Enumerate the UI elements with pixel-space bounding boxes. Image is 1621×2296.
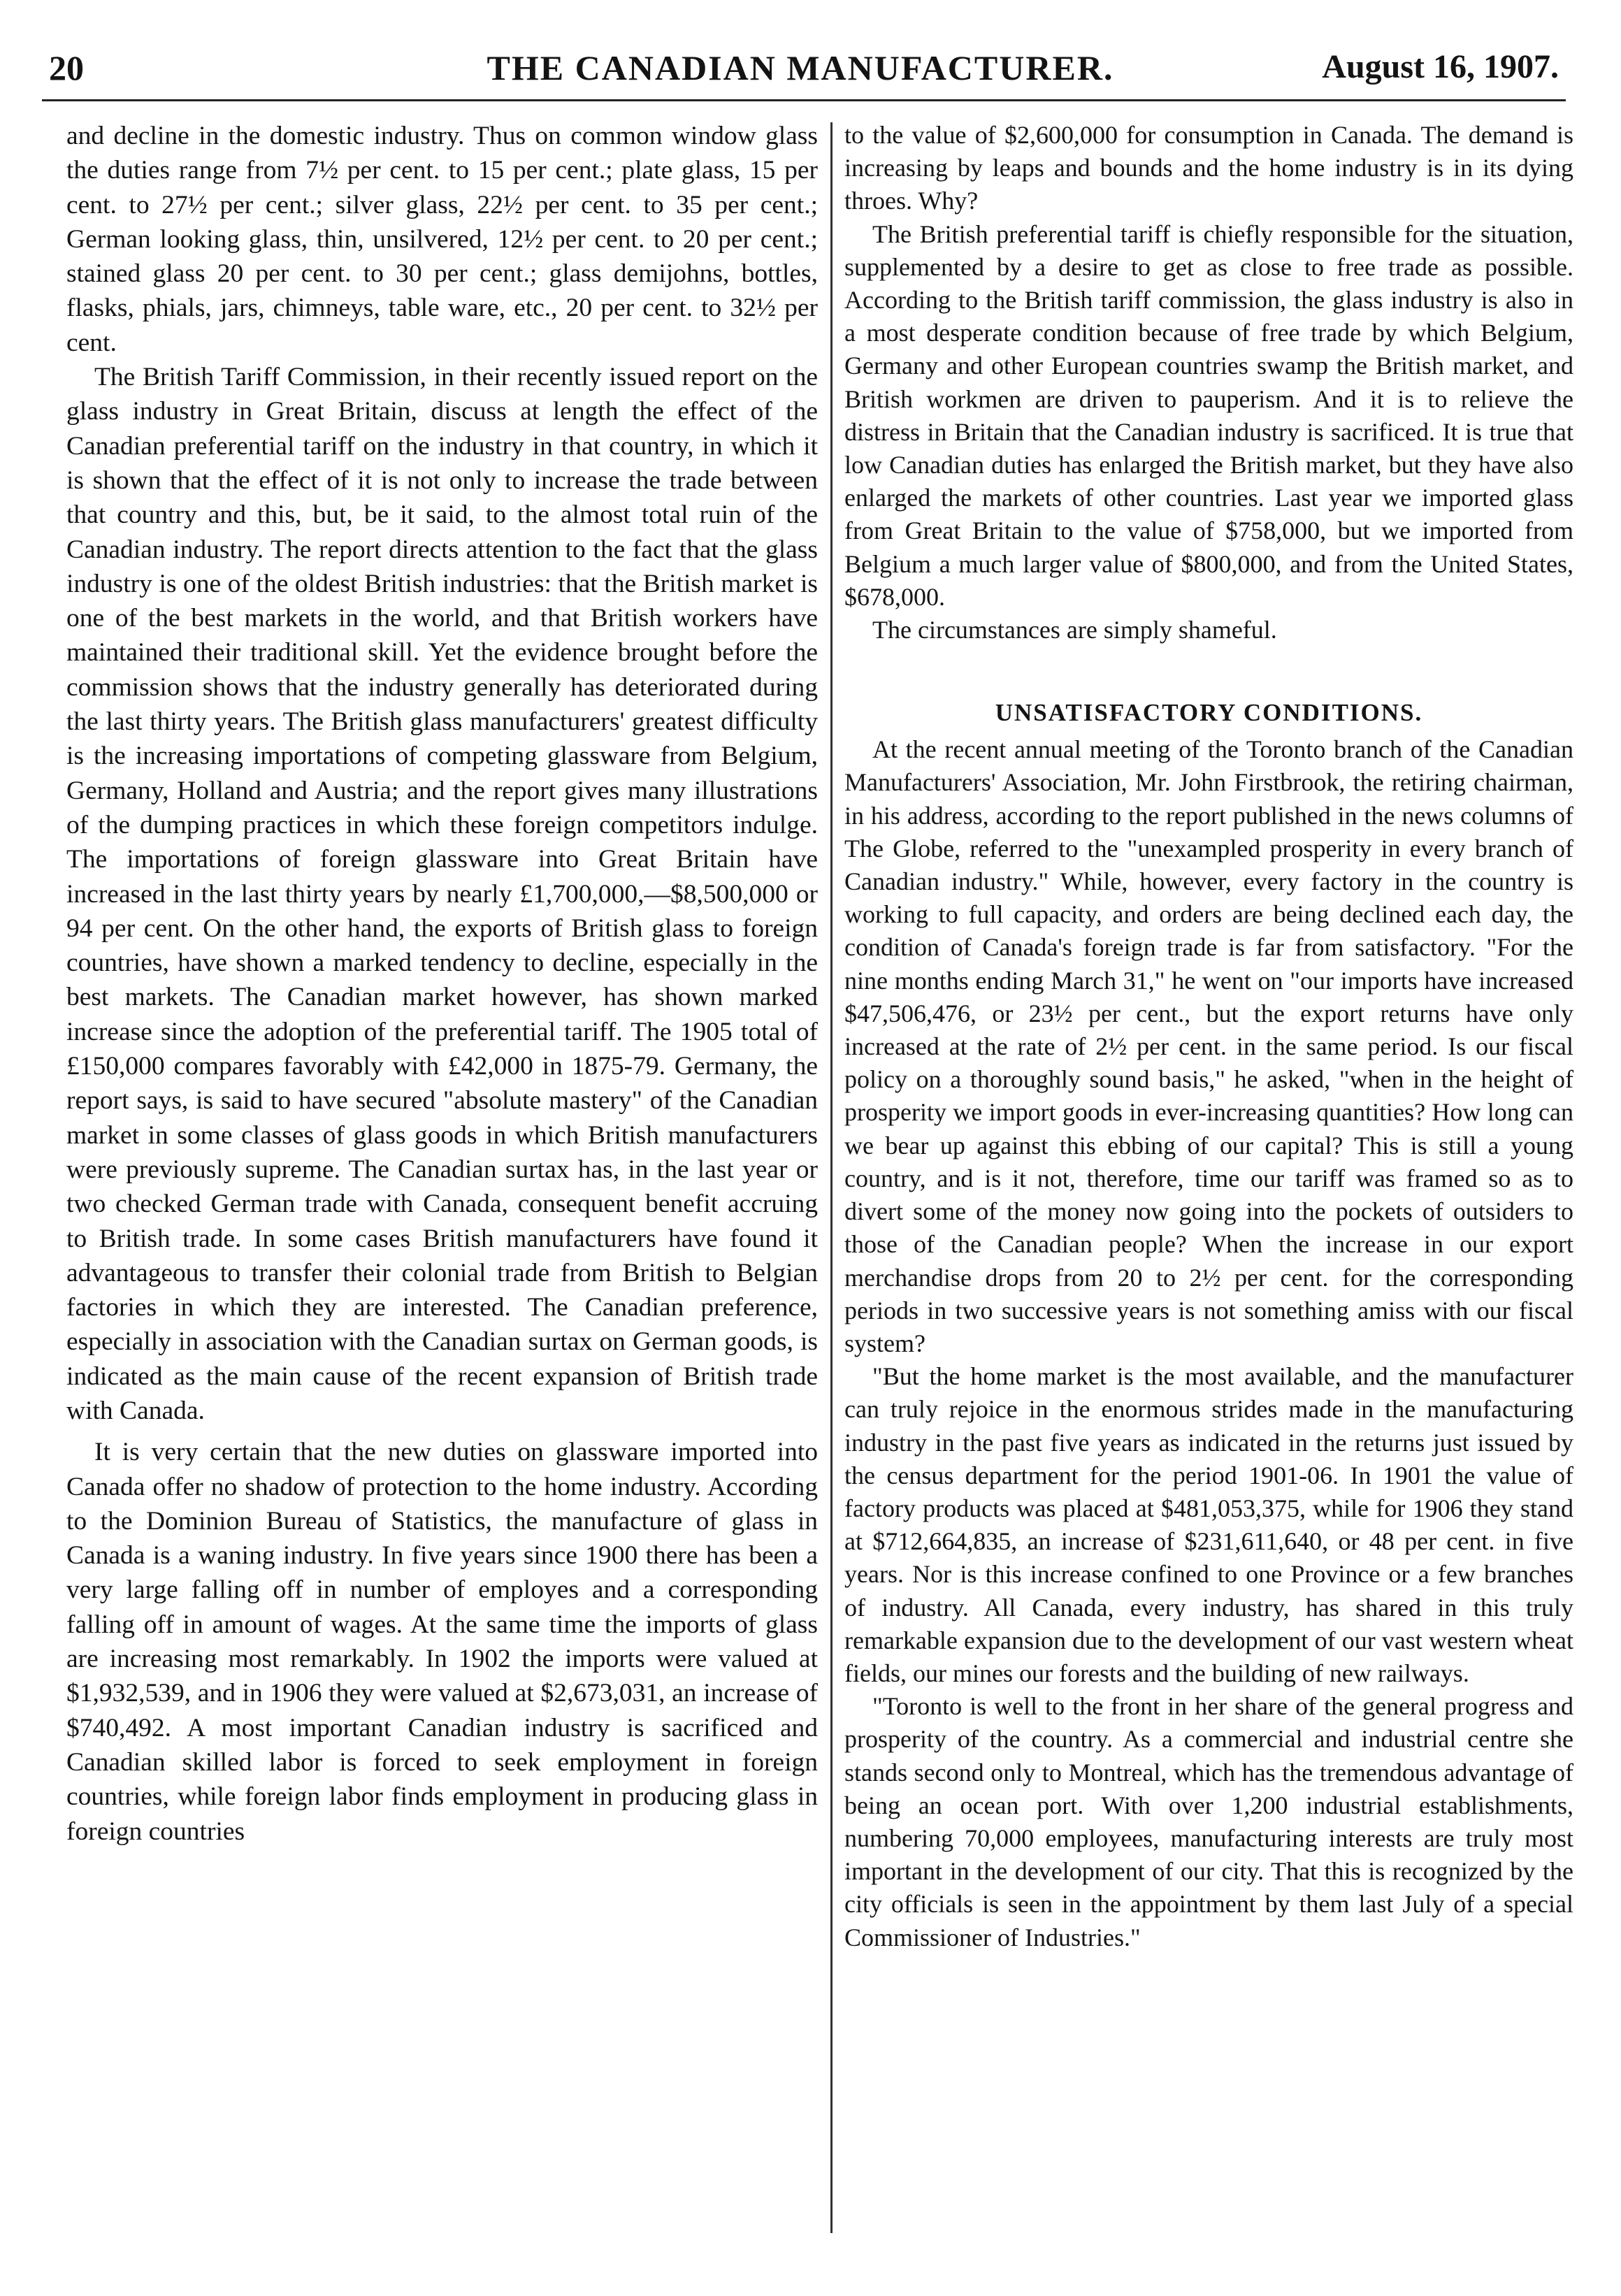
paragraph: The British Tariff Commission, in their recently issued report on the glass industry in Great Britain, discuss at length the effect of the Canadian preferential tariff on the industry in that country, in which it is shown that the effect of it is not only to increase the trade between that country and this, but, be it said, to the almost total ruin of the Canadian industry. The report directs attention to the fact that the glass industry is one of the oldest British industries: that the British market is one of the best markets in the world, and that British workers have maintained their traditional skill. Yet the evidence brought before the commission shows that the industry generally has deteriorated during the last thirty years. The British glass manufacturers' greatest difficulty is the increasing importations of competing glassware from Belgium, Germany, Holland and Austria; and the report gives many illustrations of the dumping practices in which these foreign competitors indulge. The importations of foreign glassware into Great Britain have increased in the last thirty years by nearly £1,700,000,—$8,500,000 or 94 per cent. On the other hand, the exports of British glass to foreign countries, have shown a marked tendency to decline, especially in the best markets. The Canadian market however, has shown marked increase since the adoption of the preferential tariff. The 1905 total of £150,000 compares favorably with £42,000 in 1875-79. Germany, the report says, is said to have secured "absolute mastery" of the Canadian market in some classes of glass goods in which British manufacturers were previously supreme. The Canadian surtax has, in the last year or two checked German trade with Canada, consequent benefit accruing to British trade. In some cases British manufacturers have found it advantageous to transfer their colonial trade from British to Belgian factories in which they are interested. The Canadian preference, especially in association with the Canadian surtax on German goods, is indicated as the main cause of the recent expansion of British trade with Canada.	[66, 363, 818, 1425]
page-header	[42, 43, 1559, 92]
column-divider	[830, 122, 833, 2233]
paragraph: "Toronto is well to the front in her share of the general progress and prosperity of the country. As a commercial and industrial centre she stands second only to Montreal, which has the tremendous advantage of being an ocean port. With over 1,200 industrial establishments, numbering 70,000 employees, manufacturing interests are truly most important in the development of our city. That this is recognized by the city officials is seen in the appointment by them last July of a special Commissioner of Industries."	[844, 1692, 1573, 1951]
paragraph: The circumstances are simply shameful.	[872, 616, 1277, 644]
paragraph: and decline in the domestic industry. Thus on common window glass the duties range from 7½ per cent. to 15 per cent.; plate glass, 15 per cent. to 27½ per cent.; silver glass, 22½ per cent. to 35 per cent.; German looking glass, thin, unsilvered, 12½ per cent. to 20 per cent.; stained glass 20 per cent. to 30 per cent.; glass demijohns, bottles, flasks, phials, jars, chimneys, table ware, etc., 20 per cent. to 32½ per cent.	[66, 122, 818, 357]
page-number: 20	[49, 48, 84, 87]
issue-date: August 16, 1907.	[1322, 48, 1559, 85]
paragraph: It is very certain that the new duties on glassware imported into Canada offer no shadow of protection to the home industry. According to the Dominion Bureau of Statistics, the manufacture of glass in Canada is a waning industry. In five years since 1900 there has been a very large falling off in number of employes and a corresponding falling off in amount of wages. At the same time the imports of glass are increasing most remarkably. In 1902 the imports were valued at $1,932,539, and in 1906 they were valued at $2,673,031, an increase of $740,492. A most important Canadian industry is sacrificed and Canadian skilled labor is forced to seek employment in foreign countries, while foreign labor finds employment in producing glass in foreign countries	[66, 1438, 818, 1846]
header-rule	[42, 99, 1566, 101]
paragraph: The British preferential tariff is chiefly responsible for the situation, supplemented by a desire to get as close to free trade as possible. According to the British tariff commission, the glass industry is also in a most desperate condition because of free trade by which Belgium, Germany and other European countries swamp the British market, and British workmen are driven to pauperism. And it is to relieve the distress in Britain that the Canadian industry is sacrificed. It is true that low Canadian duties has enlarged the British market, but they have also enlarged the markets of other countries. Last year we imported glass from Great Britain to the value of $758,000, but we imported from Belgium a much larger value of $800,000, and from the United States, $678,000.	[844, 219, 1573, 611]
publication-title: THE CANADIAN MANUFACTURER.	[487, 48, 1114, 87]
left-column	[66, 119, 818, 2230]
paragraph: "But the home market is the most available, and the manufacturer can truly rejoice in the enormous strides made in the manufacturing industry in the past five years as indicated in the returns just issued by the census department for the period 1901-06. In 1901 the value of factory products was placed at $481,053,375, while for 1906 they stand at $712,664,835, an increase of $231,611,640, or 48 per cent. in five years. Nor is this increase confined to one Province or a few branches of industry. All Canada, every industry, has shared in this truly remarkable expansion due to the development of our vast western wheat fields, our mines our forests and the building of new railways.	[844, 1362, 1573, 1687]
paragraph: to the value of $2,600,000 for consumption in Canada. The demand is increasing by leaps and bounds and the home industry is in its dying throes. Why?	[844, 121, 1573, 215]
paragraph: At the recent annual meeting of the Toronto branch of the Canadian Manufacturers' Association, Mr. John Firstbrook, the retiring chairman, in his address, according to the report published in the news columns of The Globe, referred to the "unexampled prosperity in every branch of Canadian industry." While, however, every factory in the country is working to full capacity, and orders are being declined each day, the condition of Canada's foreign trade is far from satisfactory. "For the nine months ending March 31," he went on "our imports have increased $47,506,476, or 23½ per cent., but the export returns have only increased at the rate of 2½ per cent. in the same period. Is our fiscal policy on a thoroughly sound basis," he asked, "when in the height of prosperity we import goods in ever-increasing quantities? How long can we bear up against this ebbing of our capital? This is still a young country, and is it not, therefore, time our tariff was framed so as to divert some of the money now going into the pockets of outsiders to those of the Canadian people? When the increase in our export merchandise drops from 20 to 2½ per cent. for the corresponding periods in two successive years is not something amiss with our fiscal system?	[844, 735, 1573, 1357]
right-column	[844, 119, 1573, 2230]
section-heading: UNSATISFACTORY CONDITIONS.	[995, 699, 1423, 727]
